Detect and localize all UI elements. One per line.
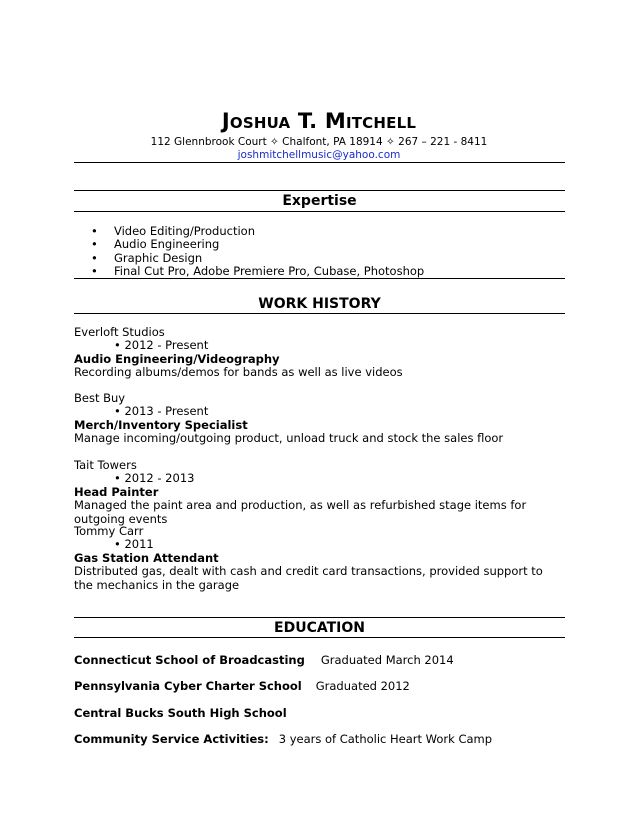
job-entry [74,525,565,592]
job-title: Gas Station Attendant [74,550,219,565]
expertise-item: • Video Editing/Production [74,225,424,238]
school-name: Connecticut School of Broadcasting [74,653,305,667]
work-history-heading: WORK HISTORY [258,296,381,312]
job-description: Managed the paint area and production, as well as refurbished stage items for outgoing events [74,498,527,526]
expertise-rule-top [74,190,565,191]
school-name: Central Bucks South High School [74,706,287,720]
education-entry [74,733,492,746]
expertise-list [74,225,424,279]
activities-label: Community Service Activities: [74,732,269,746]
education-entry [74,680,410,693]
job-dates: • 2012 - Present [74,339,565,352]
job-title: Merch/Inventory Specialist [74,417,248,432]
job-description: Manage incoming/outgoing product, unload truck and stock the sales floor [74,431,504,446]
job-entry [74,326,565,380]
education-entry [74,707,287,720]
job-company: Tommy Carr [74,524,144,538]
job-company: Best Buy [74,391,126,405]
job-description: Distributed gas, dealt with cash and credit card transactions, provided support to the mechanics in the garage [74,564,543,592]
contact-line: 112 Glennbrook Court ✧ Chalfont, PA 18914 ✧ 267 – 221 - 8411 [150,136,488,148]
education-heading: EDUCATION [274,620,365,636]
education-entry [74,654,454,667]
applicant-name: Joshua T. Mitchell [221,109,417,133]
job-entry [74,392,565,446]
expertise-item: • Graphic Design [74,252,424,265]
job-dates: • 2013 - Present [74,405,565,418]
email-link[interactable]: joshmitchellmusic@yahoo.com [237,149,401,161]
job-dates: • 2011 [74,538,565,551]
job-title: Head Painter [74,484,159,499]
school-detail: Graduated 2012 [315,679,410,693]
job-dates: • 2012 - 2013 [74,472,565,485]
education-rule-top [74,617,565,618]
expertise-rule-bottom [74,211,565,212]
activities-detail: 3 years of Catholic Heart Work Camp [278,732,493,746]
expertise-heading: Expertise [282,193,357,209]
job-description: Recording albums/demos for bands as well as live videos [74,365,403,380]
school-name: Pennsylvania Cyber Charter School [74,679,302,693]
expertise-item: • Audio Engineering [74,238,424,251]
work-rule-top [74,278,565,279]
job-title: Audio Engineering/Videography [74,351,280,366]
job-company: Everloft Studios [74,325,165,339]
job-company: Tait Towers [74,458,137,472]
header-divider [74,162,565,163]
expertise-item: • Final Cut Pro, Adobe Premiere Pro, Cubase, Photoshop [74,265,424,278]
education-rule-bottom [74,637,565,638]
school-detail: Graduated March 2014 [320,653,454,667]
work-rule-bottom [74,313,565,314]
job-entry [74,459,565,526]
